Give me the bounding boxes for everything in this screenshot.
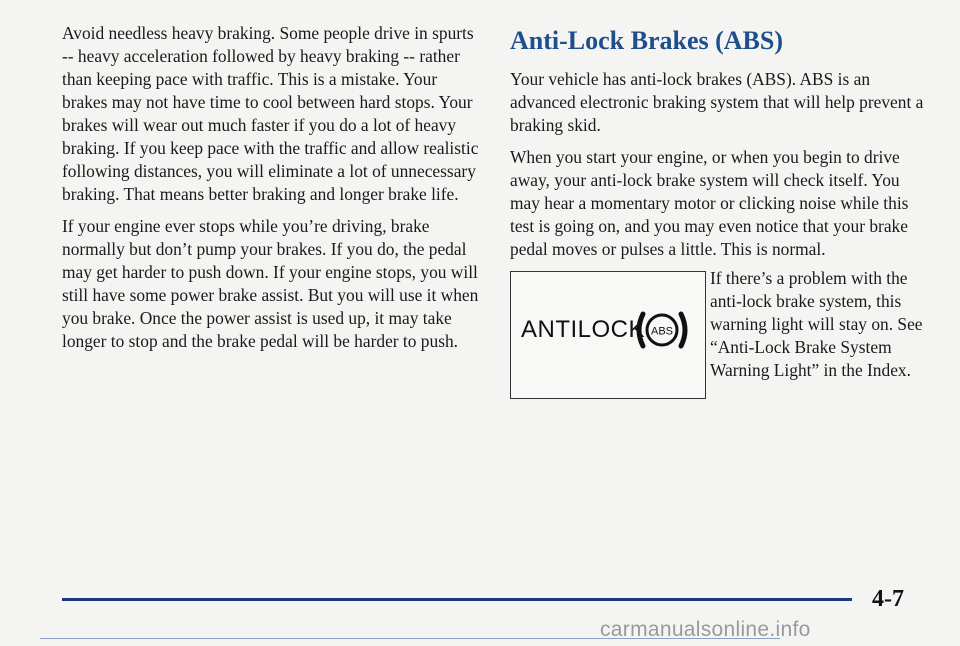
section-heading: Anti-Lock Brakes (ABS) [510,26,784,55]
lamp-note [710,267,930,382]
paragraph-engine-stops: If your engine ever stops while you’re driving, brake normally but don’t pump your brakes. If you do, the pedal may get harder to push down. If your engine stops, you will still have some power brake assist. But you will use it when you brake. Once the power assist is used up, it may take longer to stop and the brake pedal will be harder to push. [62,216,479,351]
antilock-warning-lamp [510,271,706,399]
paragraph-lamp-note: If there’s a problem with the anti-lock brake system, this warning light will stay on. See “Anti-Lock Brake System Warning Light” in the Index. [710,268,923,380]
paragraph-abs-selfcheck: When you start your engine, or when you begin to drive away, your anti-lock brake system will check itself. You may hear a momentary motor or clicking noise while this test is going on, and you may even notice that your brake pedal moves or pulses a little. This is normal. [510,147,909,259]
paragraph-abs-intro: Your vehicle has anti-lock brakes (ABS). ABS is an advanced electronic braking system that will help prevent a braking skid. [510,69,924,135]
antilock-label: ANTILOCK [521,316,646,343]
abs-warning-icon [631,302,693,358]
right-column [510,22,928,431]
footer-rule [62,598,852,601]
paragraph-heavy-braking: Avoid needless heavy braking. Some people drive in spurts -- heavy acceleration followed by heavy braking -- rather than keeping pace with traffic. This is a mistake. Your brakes may not have time to cool between hard stops. Your brakes will wear out much faster if you do a lot of heavy braking. If you keep pace with the traffic and allow realistic following distances, you will eliminate a lot of unnecessary braking. That means better braking and longer brake life. [62,23,479,204]
abs-icon-text: ABS [650,325,674,338]
warning-lamp-row [510,268,928,431]
watermark: carmanualsonline.info [600,618,811,641]
left-column [62,22,482,362]
page-number: 4-7 [872,586,904,612]
